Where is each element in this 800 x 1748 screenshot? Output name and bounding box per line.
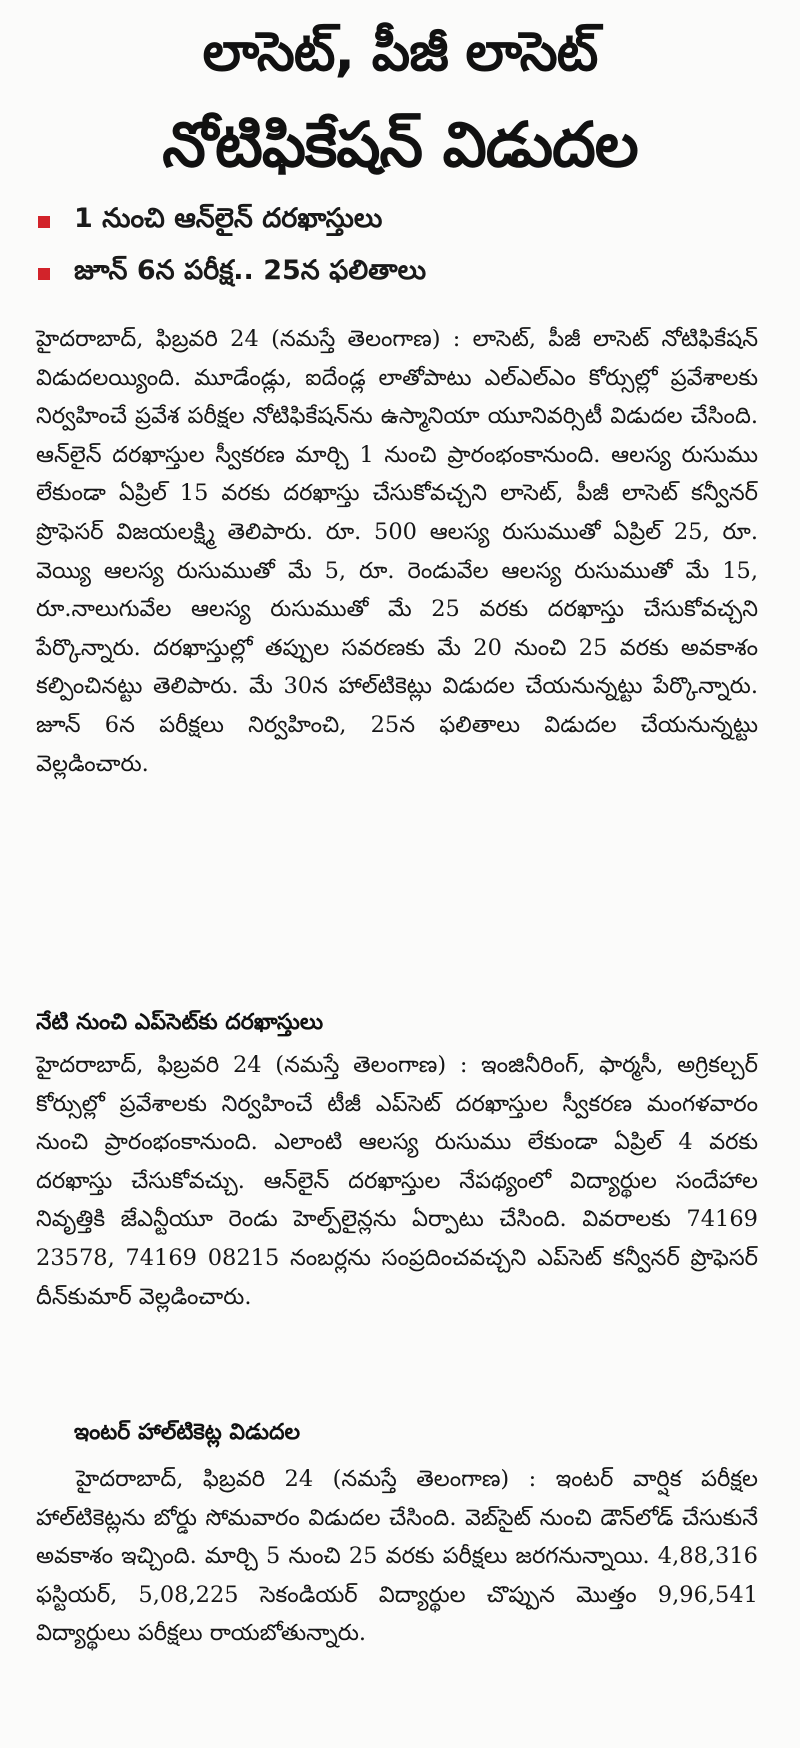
article-eapcet-heading: నేటి నుంచి ఎప్‌సెట్‌కు దరఖాస్తులు — [36, 1010, 324, 1035]
highlights-list — [38, 196, 758, 300]
red-square-bullet-icon — [38, 216, 50, 228]
red-square-bullet-icon — [38, 268, 50, 280]
highlight-text: జూన్ 6న పరీక్ష.. 25న ఫలితాలు — [74, 255, 427, 286]
headline-line-2: నోటిఫికేషన్ విడుదల — [162, 108, 638, 181]
highlight-item — [38, 196, 758, 248]
highlight-item — [38, 248, 758, 300]
article-eapcet-body: హైదరాబాద్, ఫిబ్రవరి 24 (నమస్తే తెలంగాణ) : ఇంజినీరింగ్, ఫార్మసీ, అగ్రికల్చర్ కోర్సుల్లో ప్రవేశాలకు నిర్వహించే టీజీ ఎప్‌సెట్ దరఖాస్తుల స్వీకరణ మంగళవారం నుంచి ప్రారంభంకానుంది. ఎలాంటి ఆలస్య రుసుము లేకుండా ఏప్రిల్ 4 వరకు దరఖాస్తు చేసుకోవచ్చు. ఆన్‌లైన్ దరఖాస్తుల నేపథ్యంలో విద్యార్థుల సందేహాల నివృత్తికి జేఎన్టీయూ రెండు హెల్ప్‌లైన్లను ఏర్పాటు చేసింది. వివరాలకు 74169 23578, 74169 08215 నంబర్లను సంప్రదించవచ్చని ఎప్‌సెట్ కన్వీనర్ ప్రొఫెసర్ దీన్‌కుమార్ వెల్లడించారు. — [36, 1052, 758, 1310]
article-inter-heading: ఇంటర్ హాల్‌టికెట్ల విడుదల — [74, 1420, 301, 1445]
article-inter-body: హైదరాబాద్, ఫిబ్రవరి 24 (నమస్తే తెలంగాణ) : ఇంటర్ వార్షిక పరీక్షల హాల్‌టికెట్లను బోర్డు సోమవారం విడుదల చేసింది. వెబ్‌సైట్ నుంచి డౌన్‌లోడ్ చేసుకునే అవకాశం ఇచ్చింది. మార్చి 5 నుంచి 25 వరకు పరీక్షలు జరగనున్నాయి. 4,88,316 ఫస్టియర్, 5,08,225 సెకండియర్ విద్యార్థుల చొప్పున మొత్తం 9,96,541 విద్యార్థులు పరీక్షలు రాయబోతున్నారు. — [36, 1466, 758, 1647]
highlight-text: 1 నుంచి ఆన్‌లైన్ దరఖాస్తులు — [74, 203, 383, 234]
headline-line-1: లాసెట్, పీజీ లాసెట్ — [202, 20, 598, 83]
article-lawcet-body: హైదరాబాద్, ఫిబ్రవరి 24 (నమస్తే తెలంగాణ) : లాసెట్, పీజీ లాసెట్ నోటిఫికేషన్ విడుదలయ్యింది. మూడేండ్లు, ఐదేండ్ల లాతోపాటు ఎల్ఎల్ఎం కోర్సుల్లో ప్రవేశాలకు నిర్వహించే ప్రవేశ పరీక్షల నోటిఫికేషన్‌ను ఉస్మానియా యూనివర్సిటీ విడుదల చేసింది. ఆన్‌లైన్ దరఖాస్తుల స్వీకరణ మార్చి 1 నుంచి ప్రారంభంకానుంది. ఆలస్య రుసుము లేకుండా ఏప్రిల్ 15 వరకు దరఖాస్తు చేసుకోవచ్చని లాసెట్, పీజీ లాసెట్ కన్వీనర్ ప్రొఫెసర్ విజయలక్ష్మి తెలిపారు. రూ. 500 ఆలస్య రుసుముతో ఏప్రిల్ 25, రూ. వెయ్యి ఆలస్య రుసుముతో మే 5, రూ. రెండువేల ఆలస్య రుసుముతో మే 15, రూ.నాలుగువేల ఆలస్య రుసుముతో మే 25 వరకు దరఖాస్తు చేసుకోవచ్చని పేర్కొన్నారు. దరఖాస్తుల్లో తప్పుల సవరణకు మే 20 నుంచి 25 వరకు అవకాశం కల్పించినట్టు తెలిపారు. మే 30న హాల్‌టికెట్లు విడుదల చేయనున్నట్టు పేర్కొన్నారు. జూన్ 6న పరీక్షలు నిర్వహించి, 25న ఫలితాలు విడుదల చేయనున్నట్టు వెల్లడించారు. — [36, 326, 758, 777]
